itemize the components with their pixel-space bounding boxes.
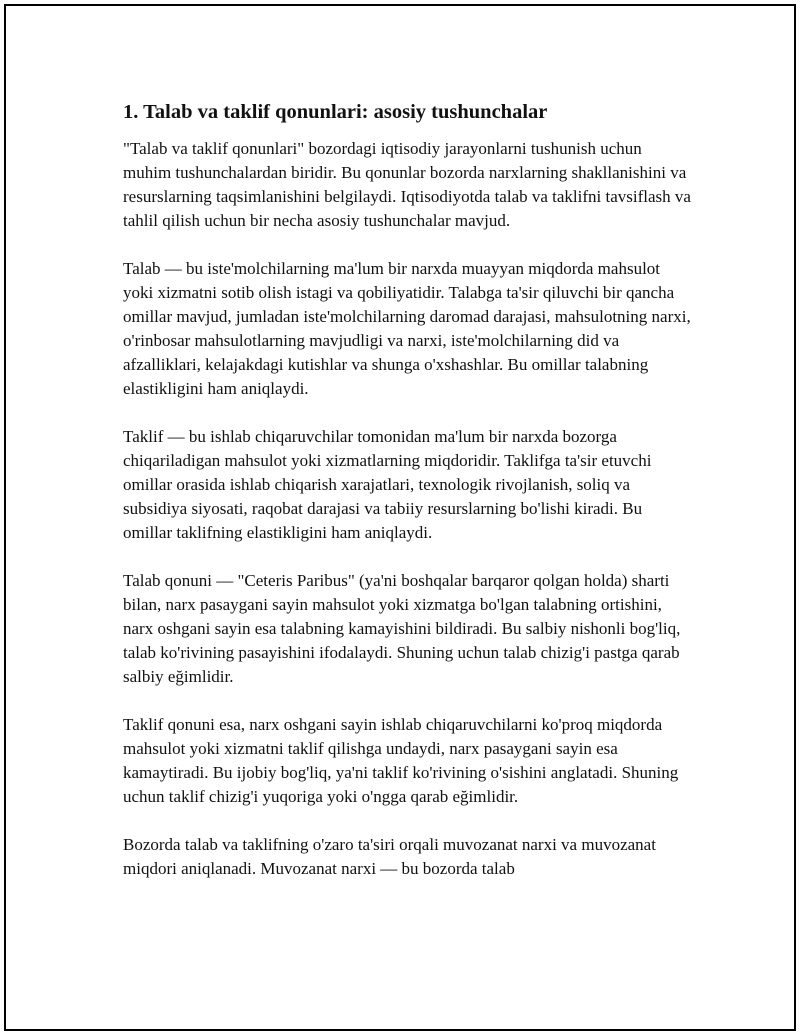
paragraph-supply: Taklif — bu ishlab chiqaruvchilar tomonidan ma'lum bir narxda bozorga chiqariladigan mahsulot yoki xizmatlarning miqdoridir. Taklifga ta'sir etuvchi omillar orasida ishlab chiqarish xarajatlari, texnologik rivojlanish, soliq va subsidiya siyosati, raqobat darajasi va tabiiy resurslarning bo'lishi kiradi. Bu omillar taklifning elastikligini ham aniqlaydi. [123,427,652,542]
paragraph-law-of-demand: Talab qonuni — "Ceteris Paribus" (ya'ni boshqalar barqaror qolgan holda) sharti bilan, narx pasaygani sayin mahsulot yoki xizmatga bo'lgan talabning ortishini, narx oshgani sayin esa talabning kamayishini bildiradi. Bu salbiy nishonli bog'liq, talab ko'rivining pasayishini ifodalaydi. Shuning uchun talab chizig'i pastga qarab salbiy eğimlidir. [123,571,681,686]
section-heading: 1. Talab va taklif qonunlari: asosiy tushunchalar [123,101,548,123]
page-frame [4,4,796,1031]
paragraph-demand: Talab — bu iste'molchilarning ma'lum bir narxda muayyan miqdorda mahsulot yoki xizmatni sotib olish istagi va qobiliyatidir. Talabga ta'sir qiluvchi bir qancha omillar mavjud, jumladan iste'molchilarning daromad darajasi, mahsulotning narxi, o'rinbosar mahsulotlarning mavjudligi va narxi, iste'molchilarning did va afzalliklari, kelajakdagi kutishlar va shunga o'xshashlar. Bu omillar talabning elastikligini ham aniqlaydi. [123,259,691,398]
paragraph-intro: "Talab va taklif qonunlari" bozordagi iqtisodiy jarayonlarni tushunish uchun muhim tushunchalardan biridir. Bu qonunlar bozorda narxlarning shakllanishini va resurslarning taqsimlanishini belgilaydi. Iqtisodiyotda talab va taklifni tavsiflash va tahlil qilish uchun bir necha asosiy tushunchalar mavjud. [123,139,691,230]
paragraph-law-of-supply: Taklif qonuni esa, narx oshgani sayin ishlab chiqaruvchilarni ko'proq miqdorda mahsulot yoki xizmatni taklif qilishga undaydi, narx pasaygani sayin esa kamaytiradi. Bu ijobiy bog'liq, ya'ni taklif ko'rivining o'sishini anglatadi. Shuning uchun taklif chizig'i yuqoriga yoki o'ngga qarab eğimlidir. [123,715,679,806]
paragraph-equilibrium: Bozorda talab va taklifning o'zaro ta'siri orqali muvozanat narxi va muvozanat miqdori aniqlanadi. Muvozanat narxi — bu bozorda talab [123,835,656,878]
document-body [123,98,693,905]
